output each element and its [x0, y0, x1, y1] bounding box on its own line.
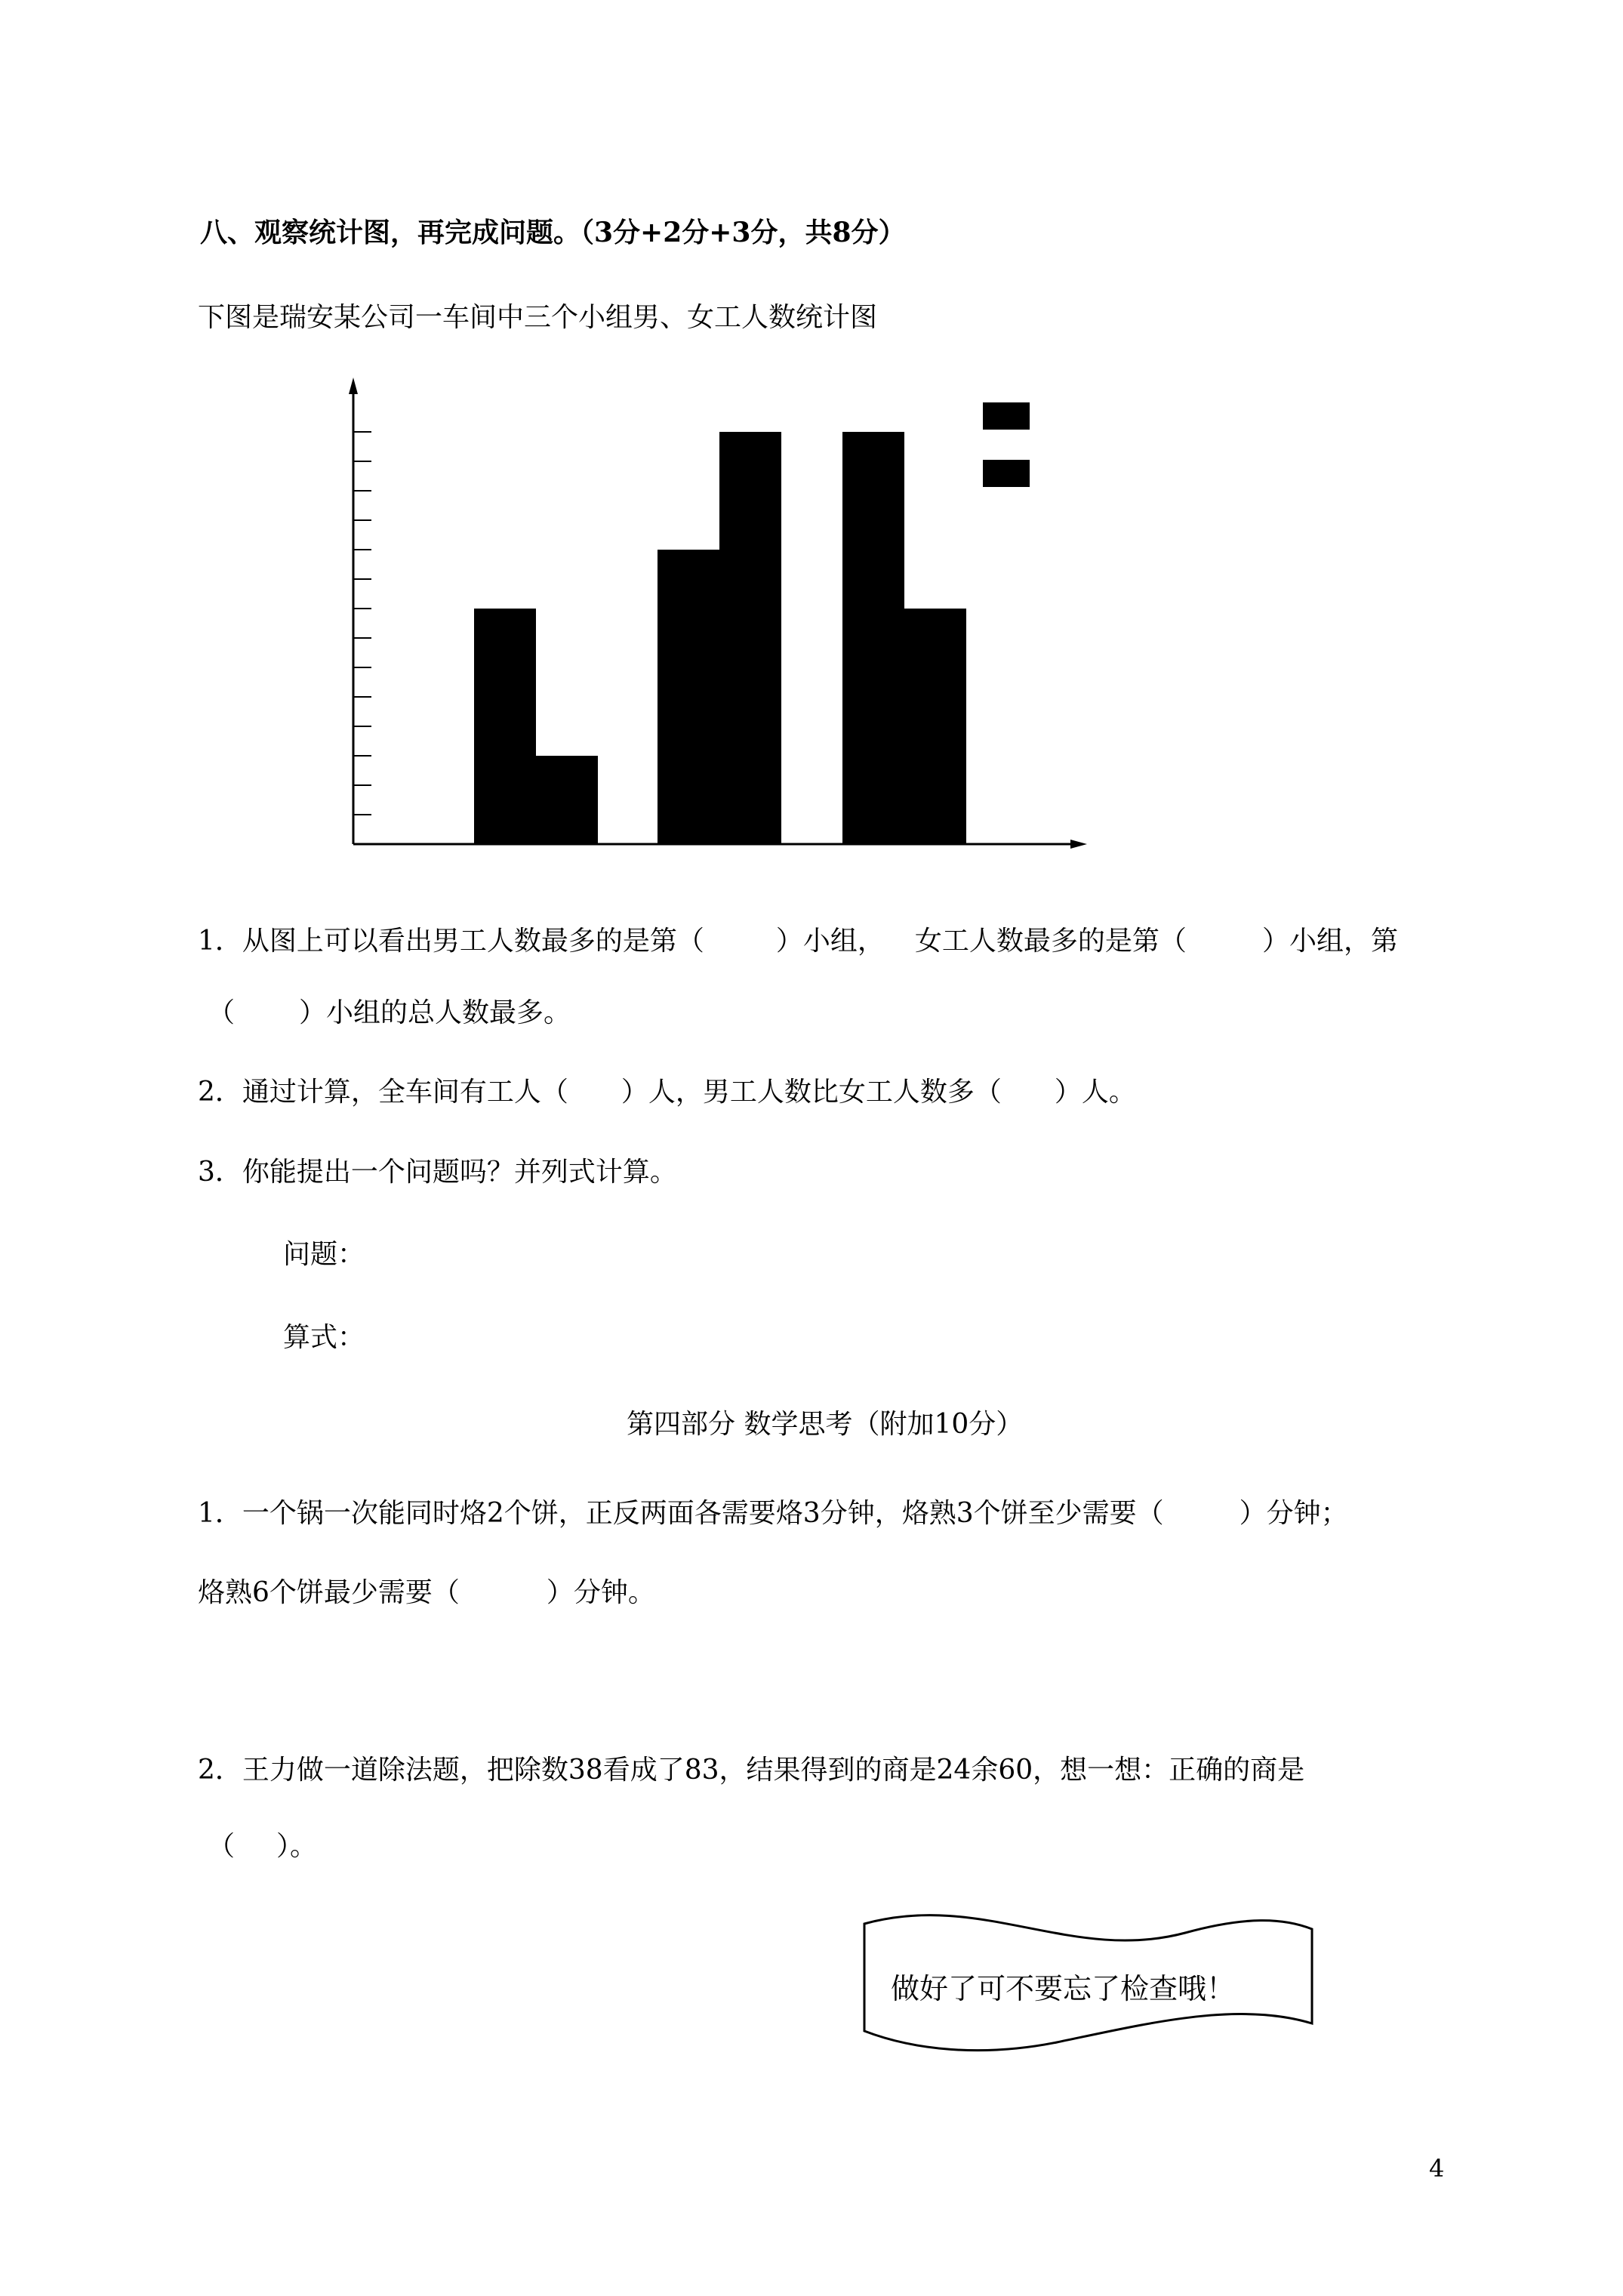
bar-series2-group2	[719, 432, 781, 844]
p2-line1: 2．王力做一道除法题，把除数38看成了83，结果得到的商是24余60，想一想：正确的商是	[198, 1755, 1305, 1786]
p1-text-b: ）分钟；	[1239, 1498, 1348, 1529]
bar-chart	[0, 0, 1623, 906]
q2-text-b: ）人，男工人数比女工人数多（	[621, 1077, 1002, 1108]
chart-intro: 下图是瑞安某公司一车间中三个小组男、女工人数统计图	[198, 302, 878, 333]
chart-legend	[983, 402, 1030, 487]
p2-line2	[208, 1830, 317, 1863]
q2-line	[198, 1076, 1136, 1109]
p1-text-d: ）分钟。	[546, 1577, 655, 1608]
p2-text-b: （	[208, 1831, 236, 1862]
q1-text-e: （	[208, 997, 236, 1028]
q2-text-a: 2．通过计算，全车间有工人（	[198, 1077, 568, 1108]
section-heading: 八、观察统计图，再完成问题。（3分+2分+3分，共8分）	[200, 217, 906, 248]
q1-text-a: 1．从图上可以看出男工人数最多的是第（	[198, 926, 704, 957]
q1-text-c: 女工人数最多的是第（	[914, 926, 1187, 957]
part4-title: 第四部分 数学思考（附加10分）	[627, 1409, 1024, 1440]
q1-text-d: ）小组，第	[1261, 926, 1398, 957]
q3-question-label: 问题：	[283, 1239, 365, 1270]
bar-series2-group3	[904, 609, 966, 844]
p1-line1	[198, 1497, 1348, 1530]
p2-text-c: ）。	[276, 1831, 318, 1862]
q1-text-b: ）小组，	[775, 926, 885, 957]
q3-formula-label: 算式：	[283, 1322, 365, 1353]
bar-series1-group3	[842, 432, 904, 844]
page-number: 4	[1429, 2154, 1445, 2183]
q2-text-c: ）人。	[1054, 1077, 1136, 1108]
banner-text: 做好了可不要忘了检查哦！	[891, 1972, 1236, 2005]
p1-text-c: 烙熟6个饼最少需要（	[198, 1577, 460, 1608]
chart-bars	[474, 432, 966, 844]
q1-line1	[198, 925, 1398, 958]
bar-series2-group1	[536, 756, 598, 844]
x-axis-arrow	[1070, 840, 1087, 849]
p1-text-a: 1．一个锅一次能同时烙2个饼，正反两面各需要烙3分钟，烙熟3个饼至少需要（	[198, 1498, 1164, 1529]
q3-line: 3．你能提出一个问题吗？并列式计算。	[198, 1157, 677, 1188]
y-axis-arrow	[349, 378, 358, 394]
legend-swatch-1	[983, 402, 1030, 430]
q1-text-f: ）小组的总人数最多。	[299, 997, 571, 1028]
legend-swatch-2	[983, 460, 1030, 487]
q1-line2	[208, 997, 571, 1030]
bar-series1-group2	[658, 550, 719, 844]
p1-line2	[198, 1576, 655, 1610]
bar-series1-group1	[474, 609, 536, 844]
